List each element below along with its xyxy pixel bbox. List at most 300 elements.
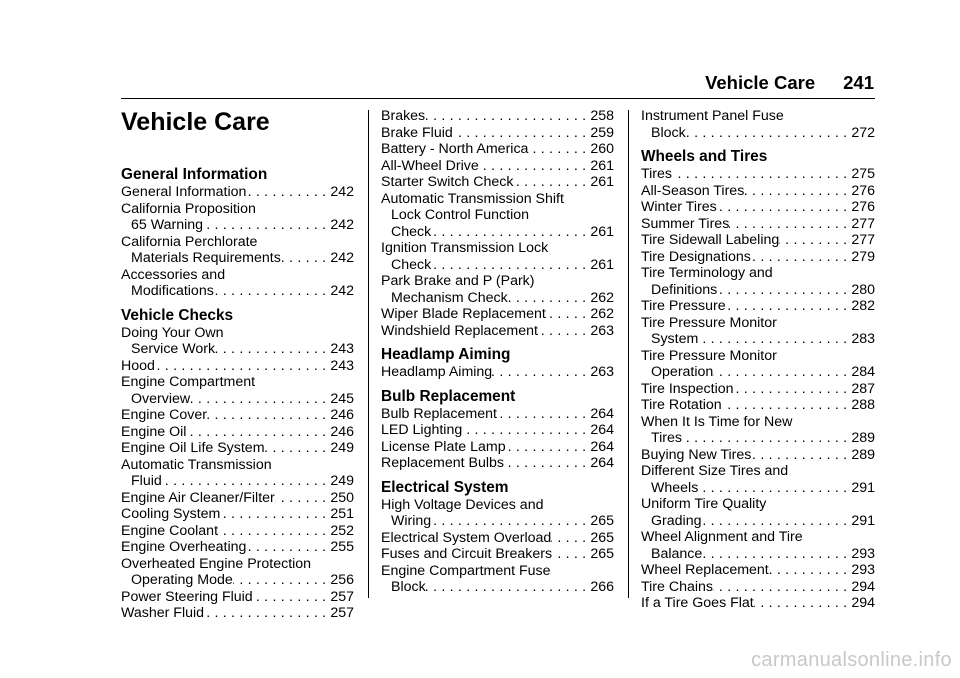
toc-page-number: 291 (851, 479, 875, 496)
toc-entry-winter-tires[interactable] (641, 199, 875, 216)
toc-entry-title: When It Is Time for New (641, 413, 793, 430)
toc-entry-tire-inspection[interactable] (641, 381, 875, 398)
toc-entry-title: Doing Your Own (121, 324, 224, 341)
section-heading-bulb-replacement: Bulb Replacement (381, 387, 516, 405)
toc-page-number: 283 (851, 331, 875, 347)
dot-leader (431, 513, 586, 530)
header-rule (121, 98, 875, 99)
toc-entry-line (641, 595, 875, 612)
toc-entry-tire-pressure-monitor-system[interactable] (641, 315, 875, 348)
toc-entry-engine-overheating[interactable] (121, 539, 354, 556)
toc-entry-title: Brakes (381, 108, 426, 124)
toc-entry-line (121, 407, 354, 424)
toc-page-number: 277 (851, 215, 875, 232)
toc-page-number: 264 (590, 455, 614, 471)
toc-entry-park-brake-and-p-park-mechanism-check[interactable] (381, 273, 614, 306)
dot-leader (717, 282, 847, 299)
toc-entry-title: System (651, 331, 699, 347)
toc-page-number: 242 (330, 217, 354, 233)
toc-entry-california-perchlorate-materials-requirements[interactable] (121, 234, 354, 267)
running-header (705, 72, 874, 94)
toc-entry-line (121, 506, 354, 523)
section-heading-electrical-system: Electrical System (381, 478, 509, 496)
toc-page-number: 280 (851, 281, 875, 298)
toc-page-number: 249 (330, 440, 354, 456)
toc-entry-line (381, 158, 614, 175)
dot-leader (769, 562, 848, 579)
toc-entry-line (641, 480, 875, 497)
dot-leader (462, 422, 586, 439)
section-heading-wheels-and-tires: Wheels and Tires (641, 148, 768, 165)
toc-entry-line (381, 455, 614, 472)
section-heading-headlamp-aiming: Headlamp Aiming (381, 346, 511, 363)
toc-entry-automatic-transmission-shift-lock-control-function-check[interactable] (381, 191, 614, 241)
toc-entry-high-voltage-devices-and-wiring[interactable] (381, 497, 614, 530)
toc-entry-all-season-tires[interactable] (641, 183, 875, 200)
dot-leader (672, 166, 847, 183)
toc-entry-line (641, 315, 875, 332)
dot-leader (246, 184, 326, 201)
dot-leader (513, 174, 586, 191)
dot-leader (431, 257, 586, 274)
toc-entry-line (641, 579, 875, 596)
toc-entry-line (641, 364, 875, 381)
toc-entry-line (121, 457, 354, 474)
toc-entry-line (381, 406, 614, 423)
toc-entry-electrical-system-overload[interactable] (381, 530, 614, 547)
dot-leader (233, 572, 327, 589)
toc-entry-line (121, 440, 354, 457)
toc-entry-line (381, 323, 614, 340)
toc-entry-line (381, 207, 614, 224)
toc-entry-wheel-alignment-and-tire-balance[interactable] (641, 529, 875, 562)
toc-entry-title: Wiper Blade Replacement (381, 306, 546, 322)
toc-page-number: 276 (851, 182, 875, 199)
toc-entry-title: LED Lighting (381, 422, 463, 438)
toc-entry-headlamp-aiming[interactable] (381, 364, 614, 381)
toc-entry-title: Operating Mode (131, 572, 233, 588)
toc-entry-line (121, 283, 354, 300)
toc-entry-title: Different Size Tires and (641, 463, 789, 479)
toc-entry-power-steering-fluid[interactable] (121, 589, 354, 606)
dot-leader (504, 455, 586, 472)
toc-entry-title: Accessories and (121, 266, 226, 283)
dot-leader (713, 579, 847, 596)
toc-entry-title: Windshield Replacement (381, 322, 538, 339)
toc-page-number: 291 (851, 512, 875, 529)
toc-page-number: 262 (590, 306, 614, 322)
toc-entry-title: Engine Compartment (121, 374, 256, 390)
toc-page-number: 287 (851, 380, 875, 397)
toc-entry-title: Automatic Transmission (121, 456, 272, 473)
toc-entry-title: Overview (131, 390, 191, 407)
toc-entry-different-size-tires-and-wheels[interactable] (641, 463, 875, 496)
toc-page-number: 245 (330, 390, 354, 407)
toc-entry-title: California Perchlorate (121, 233, 258, 250)
toc-entry-title: Check (391, 256, 432, 273)
toc-page-number: 250 (330, 489, 354, 506)
toc-entry-wheel-replacement[interactable] (641, 562, 875, 579)
toc-entry-cooling-system[interactable] (121, 506, 354, 523)
toc-entry-line (381, 546, 614, 563)
toc-entry-line (121, 267, 354, 284)
dot-leader (722, 397, 848, 414)
dot-leader (203, 217, 326, 234)
toc-page-number: 243 (330, 341, 354, 357)
dot-leader (754, 595, 848, 612)
dot-leader (508, 290, 587, 307)
toc-entry-title: Winter Tires (641, 199, 717, 215)
toc-entry-title: Instrument Panel Fuse (641, 108, 784, 124)
dot-leader (275, 490, 327, 507)
toc-entry-overheated-engine-protection-operating-mode[interactable] (121, 556, 354, 589)
toc-entry-line (641, 331, 875, 348)
toc-entry-title: Engine Compartment Fuse (381, 562, 551, 579)
toc-entry-doing-your-own-service-work[interactable] (121, 325, 354, 358)
toc-entry-line (641, 562, 875, 579)
dot-leader (726, 298, 848, 315)
toc-entry-title: Engine Oil (121, 423, 187, 440)
dot-leader (751, 249, 847, 266)
toc-entry-line (381, 290, 614, 307)
toc-entry-line (381, 257, 614, 274)
dot-leader (528, 141, 586, 158)
toc-entry-line (641, 496, 875, 513)
toc-page-number: 251 (330, 506, 354, 522)
toc-entry-line (381, 273, 614, 290)
toc-entry-line (381, 108, 614, 125)
toc-entry-hood[interactable] (121, 358, 354, 375)
toc-entry-tire-sidewall-labeling[interactable] (641, 232, 875, 249)
toc-entry-line (121, 250, 354, 267)
dot-leader (453, 125, 587, 142)
header-section-title: Vehicle Care (705, 72, 816, 93)
toc-entry-title: Tire Rotation (641, 397, 722, 413)
toc-entry-tire-designations[interactable] (641, 249, 875, 266)
dot-leader (215, 341, 326, 358)
toc-entry-engine-compartment-fuse-block[interactable] (381, 563, 614, 596)
toc-entry-line (641, 216, 875, 233)
toc-entry-line (121, 391, 354, 408)
toc-page-number: 246 (330, 423, 354, 440)
toc-page-number: 243 (330, 357, 354, 374)
toc-page-number: 264 (590, 405, 614, 422)
toc-entry-line (641, 265, 875, 282)
toc-entry-line (641, 166, 875, 183)
dot-leader (698, 480, 847, 497)
toc-entry-line (121, 523, 354, 540)
toc-entry-brake-fluid[interactable] (381, 125, 614, 142)
toc-entry-title: All-Wheel Drive (381, 157, 479, 174)
toc-page-number: 242 (330, 250, 354, 266)
dot-leader (207, 407, 326, 424)
toc-entry-led-lighting[interactable] (381, 422, 614, 439)
toc-page-number: 294 (851, 595, 875, 611)
toc-entry-engine-coolant[interactable] (121, 523, 354, 540)
dot-leader (717, 199, 848, 216)
toc-entry-title: Park Brake and P (Park) (381, 273, 535, 289)
toc-entry-title: Tire Pressure Monitor (641, 314, 777, 331)
toc-page-number: 257 (330, 588, 354, 605)
toc-entry-line (381, 141, 614, 158)
toc-entry-line (381, 125, 614, 142)
toc-page-number: 276 (851, 199, 875, 215)
toc-entry-tire-terminology-and-definitions[interactable] (641, 265, 875, 298)
toc-page-number: 263 (590, 322, 614, 339)
dot-leader (253, 589, 327, 606)
toc-entry-title: General Information (121, 184, 247, 200)
toc-entry-title: Tires (651, 430, 683, 446)
toc-entry-line (121, 490, 354, 507)
dot-leader (552, 546, 586, 563)
toc-entry-line (381, 422, 614, 439)
toc-page-number: 293 (851, 545, 875, 562)
toc-entry-line (381, 530, 614, 547)
toc-entry-engine-oil-life-system[interactable] (121, 440, 354, 457)
toc-page-number: 272 (851, 124, 875, 141)
dot-leader (214, 283, 327, 300)
toc-entry-title: Brake Fluid (381, 124, 453, 141)
toc-page-number: 279 (851, 248, 875, 265)
toc-entry-title: Tire Chains (641, 578, 714, 595)
toc-page-number: 265 (590, 546, 614, 562)
toc-entry-title: Buying New Tires (641, 446, 752, 463)
toc-entry-tire-chains[interactable] (641, 579, 875, 596)
toc-entry-tire-rotation[interactable] (641, 397, 875, 414)
watermark: carmanualsonline.info (751, 649, 952, 671)
dot-leader (204, 605, 326, 622)
section-heading-vehicle-checks: Vehicle Checks (121, 306, 234, 324)
toc-entry-title: Check (391, 223, 432, 240)
toc-entry-starter-switch-check[interactable] (381, 174, 614, 191)
toc-entry-line (641, 430, 875, 447)
toc-entry-title: Tire Pressure Monitor (641, 347, 777, 364)
toc-entry-title: Starter Switch Check (381, 174, 514, 190)
dot-leader (492, 364, 586, 381)
toc-entry-line (121, 589, 354, 606)
toc-page-number: 261 (590, 256, 614, 273)
column-divider-1 (368, 110, 369, 598)
toc-entry-tires[interactable] (641, 166, 875, 183)
dot-leader (155, 358, 326, 375)
toc-entry-title: Operation (651, 364, 714, 380)
toc-entry-line (381, 240, 614, 257)
toc-entry-line (121, 424, 354, 441)
toc-entry-title: Battery - North America (381, 141, 529, 157)
toc-entry-title: Automatic Transmission Shift (381, 190, 564, 207)
dot-leader (734, 381, 848, 398)
toc-page-number: 265 (590, 513, 614, 529)
toc-entry-title: Summer Tires (641, 215, 730, 232)
toc-entry-line (641, 447, 875, 464)
toc-entry-line (121, 358, 354, 375)
toc-page-number: 263 (590, 364, 614, 380)
toc-entry-general-information[interactable] (121, 184, 354, 201)
dot-leader (538, 323, 586, 340)
toc-column-2 (381, 108, 614, 596)
toc-entry-title: Tire Designations (641, 248, 751, 265)
toc-entry-title: Engine Air Cleaner/Filter (121, 489, 275, 506)
toc-page-number: 266 (590, 579, 614, 595)
toc-entry-engine-air-cleaner-filter[interactable] (121, 490, 354, 507)
toc-entry-line (381, 174, 614, 191)
dot-leader (190, 391, 326, 408)
toc-entry-line (381, 579, 614, 596)
toc-entry-brakes[interactable] (381, 108, 614, 125)
toc-entry-title: High Voltage Devices and (381, 496, 544, 513)
toc-entry-fuses-and-circuit-breakers[interactable] (381, 546, 614, 563)
toc-entry-battery-north-america[interactable] (381, 141, 614, 158)
dot-leader (686, 125, 848, 142)
toc-entry-title: Service Work (131, 341, 216, 357)
toc-entry-title: Engine Coolant (121, 522, 219, 539)
toc-entry-title: 65 Warning (131, 217, 204, 233)
toc-entry-engine-oil[interactable] (121, 424, 354, 441)
toc-entry-tire-pressure[interactable] (641, 298, 875, 315)
toc-entry-line (121, 184, 354, 201)
toc-entry-line (641, 463, 875, 480)
toc-entry-uniform-tire-quality-grading[interactable] (641, 496, 875, 529)
toc-entry-line (641, 232, 875, 249)
toc-entry-title: Engine Oil Life System (121, 440, 265, 456)
toc-entry-accessories-and-modifications[interactable] (121, 267, 354, 300)
toc-entry-title: Bulb Replacement (381, 405, 497, 422)
dot-leader (426, 579, 587, 596)
toc-entry-line (641, 348, 875, 365)
toc-entry-title: Power Steering Fluid (121, 588, 253, 605)
toc-page-number: 277 (851, 232, 875, 248)
toc-entry-line (381, 439, 614, 456)
toc-page-number: 275 (851, 166, 875, 182)
toc-entry-line (381, 306, 614, 323)
toc-entry-line (121, 572, 354, 589)
toc-page-number: 289 (851, 430, 875, 446)
toc-entry-title: Hood (121, 357, 155, 374)
toc-entry-engine-cover[interactable] (121, 407, 354, 424)
page-title: Vehicle Care (121, 108, 270, 136)
toc-entry-line (121, 234, 354, 251)
toc-entry-line (641, 108, 875, 125)
toc-entry-title: Wheel Alignment and Tire (641, 529, 803, 545)
dot-leader (751, 447, 847, 464)
toc-entry-title: Grading (651, 512, 702, 529)
toc-entry-windshield-replacement[interactable] (381, 323, 614, 340)
dot-leader (682, 430, 847, 447)
toc-entry-title: License Plate Lamp (381, 438, 506, 455)
toc-entry-title: Tire Inspection (641, 380, 734, 397)
toc-page-number: 249 (330, 473, 354, 489)
toc-column-3 (641, 108, 875, 612)
toc-entry-line (381, 191, 614, 208)
toc-page-number: 262 (590, 289, 614, 306)
toc-page-number: 293 (851, 562, 875, 578)
toc-entry-instrument-panel-fuse-block[interactable] (641, 108, 875, 141)
toc-entry-title: Ignition Transmission Lock (381, 240, 549, 256)
dot-leader (246, 539, 326, 556)
toc-entry-title: Modifications (131, 283, 214, 299)
toc-entry-title: Engine Overheating (121, 539, 247, 555)
toc-entry-line (121, 325, 354, 342)
toc-entry-title: Block (651, 124, 686, 141)
toc-entry-replacement-bulbs[interactable] (381, 455, 614, 472)
toc-entry-line (641, 397, 875, 414)
toc-entry-title: Fuses and Circuit Breakers (381, 546, 553, 562)
toc-entry-line (641, 414, 875, 431)
dot-leader (431, 224, 586, 241)
toc-entry-line (381, 513, 614, 530)
toc-page-number: 255 (330, 539, 354, 555)
dot-leader (265, 440, 327, 457)
dot-leader (425, 108, 586, 125)
toc-entry-line (641, 529, 875, 546)
toc-page-number: 289 (851, 446, 875, 463)
toc-page-number: 282 (851, 298, 875, 314)
toc-page-number: 264 (590, 422, 614, 438)
toc-entry-if-a-tire-goes-flat[interactable] (641, 595, 875, 612)
toc-page-number: 257 (330, 605, 354, 621)
dot-leader (744, 183, 847, 200)
toc-entry-ignition-transmission-lock-check[interactable] (381, 240, 614, 273)
toc-entry-when-it-is-time-for-new-tires[interactable] (641, 414, 875, 447)
toc-entry-title: Definitions (651, 281, 718, 298)
toc-page-number: 252 (330, 522, 354, 539)
toc-entry-title: Tire Pressure (641, 298, 726, 314)
toc-entry-line (641, 546, 875, 563)
toc-entry-title: California Proposition (121, 200, 256, 217)
toc-entry-line (381, 563, 614, 580)
toc-entry-wiper-blade-replacement[interactable] (381, 306, 614, 323)
toc-entry-title: Balance (651, 545, 703, 562)
toc-entry-tire-pressure-monitor-operation[interactable] (641, 348, 875, 381)
toc-entry-washer-fluid[interactable] (121, 605, 354, 622)
toc-entry-buying-new-tires[interactable] (641, 447, 875, 464)
toc-entry-line (121, 341, 354, 358)
toc-entry-all-wheel-drive[interactable] (381, 158, 614, 175)
toc-entry-line (121, 556, 354, 573)
toc-entry-summer-tires[interactable] (641, 216, 875, 233)
toc-entry-line (121, 473, 354, 490)
toc-entry-title: Tires (641, 166, 673, 182)
toc-entry-title: All-Season Tires (641, 182, 745, 199)
toc-entry-engine-compartment-overview[interactable] (121, 374, 354, 407)
toc-entry-line (381, 224, 614, 241)
column-divider-2 (628, 110, 629, 598)
toc-entry-bulb-replacement[interactable] (381, 406, 614, 423)
dot-leader (779, 232, 847, 249)
dot-leader (729, 216, 847, 233)
toc-page-number: 264 (590, 438, 614, 455)
toc-entry-california-proposition-65-warning[interactable] (121, 201, 354, 234)
toc-entry-license-plate-lamp[interactable] (381, 439, 614, 456)
toc-entry-title: Overheated Engine Protection (121, 555, 312, 572)
toc-column-1 (121, 165, 354, 622)
toc-entry-title: Uniform Tire Quality (641, 496, 767, 512)
toc-entry-line (121, 539, 354, 556)
toc-page-number: 242 (330, 184, 354, 200)
toc-entry-line (641, 199, 875, 216)
dot-leader (551, 530, 586, 547)
toc-page-number: 260 (590, 141, 614, 157)
toc-entry-automatic-transmission-fluid[interactable] (121, 457, 354, 490)
toc-entry-title: Mechanism Check (391, 289, 508, 306)
dot-leader (713, 364, 847, 381)
toc-entry-line (641, 183, 875, 200)
toc-entry-title: Tire Terminology and (641, 265, 773, 281)
toc-entry-title: Washer Fluid (121, 605, 205, 621)
toc-entry-line (381, 364, 614, 381)
toc-page-number: 256 (330, 572, 354, 588)
toc-entry-title: If a Tire Goes Flat (641, 595, 754, 611)
